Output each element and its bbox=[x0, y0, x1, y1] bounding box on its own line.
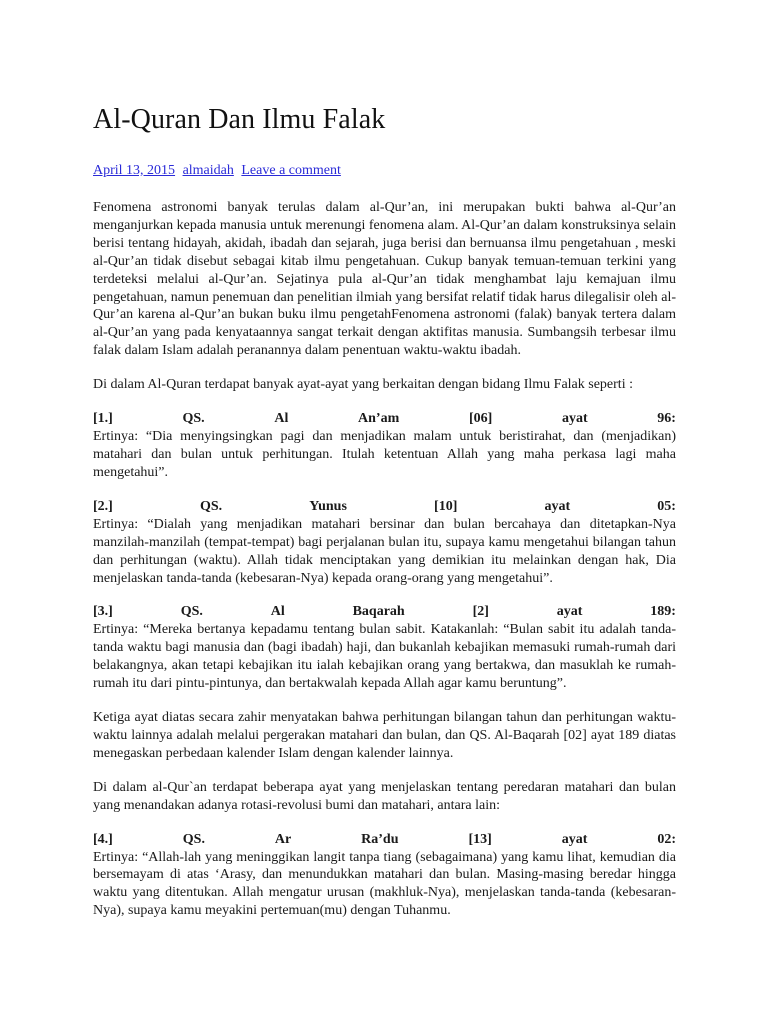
post-meta bbox=[93, 162, 676, 180]
verse-heading-word: ayat bbox=[556, 604, 583, 620]
verse-heading-word: [3.] bbox=[93, 604, 113, 620]
intro-paragraph: Fenomena astronomi banyak terulas dalam al-Qur’an, ini merupakan bukti bahwa al-Qur’an menganjurkan kepada manusia untuk merenungi fenomena alam. Al-Qur’an dalam konstruksinya selain berisi tentang hidayah, akidah, ibadah dan sejarah, juga berisi dan bernuansa ilmu pengetahuan , meski al-Qur’an tidak disebut sebagai kitab ilmu pengetahuan. Cukup banyak temuan-temuan terkini yang terdeteksi melalui al-Qur’an. Sejatinya pula al-Qur’an tidak menghambat laju kemajuan ilmu pengetahuan, namun penemuan dan penelitian ilmiah yang bersifat relatif tidak harus dilegalisir oleh al-Qur’an karena al-Qur’an bukan buku ilmu pengetahFenomena astronomi (falak) banyak tertera dalam al-Qur’an yang pada kenyataannya sangat terkait dengan aktifitas manusia. Sumbangsih terbesar ilmu falak dalam Islam adalah peranannya dalam penentuan waktu-waktu ibadah. bbox=[93, 200, 676, 359]
verse-heading-word: QS. bbox=[180, 604, 203, 620]
verse-heading-word: Al bbox=[270, 604, 285, 620]
verse-translation: Ertinya: “Mereka bertanya kepadamu tentang bulan sabit. Katakanlah: “Bulan sabit itu adalah tanda-tanda waktu bagi manusia dan (bagi ibadah) haji, dan bukanlah kebajikan memasuki rumah-rumah dari belakangnya, akan tetapi kebajikan itu ialah kebajikan orang yang bertakwa, dan masuklah ke rumah-rumah itu dari pintu-pintunya, dan bertakwalah kepada Allah agar kamu beruntung”. bbox=[93, 622, 676, 692]
verse-heading-word: 05: bbox=[657, 498, 676, 514]
verse-heading-word: Ar bbox=[274, 831, 292, 847]
verse-heading-word: QS. bbox=[199, 498, 223, 514]
verse-translation: Ertinya: “Allah-lah yang meninggikan langit tanpa tiang (sebagaimana) yang kamu lihat, kemudian dia bersemayam di atas ‘Arasy, dan menundukkan matahari dan bulan. Masing-masing beredar hingga waktu yang ditentukan. Allah mengatur urusan (makhluk-Nya), menjelaskan tanda-tanda (kebesaran-Nya), supaya kamu meyakini pertemuan(mu) dengan Tuhanmu. bbox=[93, 849, 676, 919]
verse-heading-word: 02: bbox=[657, 831, 676, 847]
verse-heading-word: [13] bbox=[468, 831, 492, 847]
verse-heading-word: [1.] bbox=[93, 411, 113, 427]
verse-translation: Ertinya: “Dialah yang menjadikan matahari bersinar dan bulan bercahaya dan ditetapkan-Nya manzilah-manzilah (tempat-tempat) bagi perjalanan bulan itu, supaya kamu mengetahui bilangan tahun dan perhitungan (waktu). Allah tidak menciptakan yang demikian itu melainkan dengan hak, Dia menjelaskan tanda-tanda (kebesaran-Nya) kepada orang-orang yang mengetahui”. bbox=[93, 516, 676, 586]
verse-translation: Ertinya: “Dia menyingsingkan pagi dan menjadikan malam untuk beristirahat, dan (menjadikan) matahari dan bulan untuk perhitungan. Itulah ketentuan Allah yang maha perkasa lagi maha mengetahui”. bbox=[93, 429, 676, 480]
verse-heading bbox=[93, 410, 676, 428]
verse-heading bbox=[93, 831, 676, 849]
explanation-paragraph: Ketiga ayat diatas secara zahir menyatakan bahwa perhitungan bilangan tahun dan perhitungan waktu-waktu lainnya adalah melalui pergerakan matahari dan bulan, dan QS. Al-Baqarah [02] ayat 189 diatas menegaskan perbedaan kalender Islam dengan kalender lainnya. bbox=[93, 710, 676, 761]
verse-heading-word: Baqarah bbox=[352, 604, 405, 620]
verses-intro-paragraph: Di dalam Al-Quran terdapat banyak ayat-ayat yang berkaitan dengan bidang Ilmu Falak seperti : bbox=[93, 377, 633, 393]
verse-heading-word: Yunus bbox=[309, 498, 347, 514]
verse-heading-word: Al bbox=[274, 411, 289, 427]
article bbox=[93, 100, 676, 936]
verse-list-1 bbox=[93, 410, 676, 693]
verse-block bbox=[93, 410, 676, 482]
verse-heading-word: [2] bbox=[472, 604, 489, 620]
author-link[interactable]: almaidah bbox=[182, 163, 234, 178]
verse-block bbox=[93, 498, 676, 588]
verse-heading-word: 189: bbox=[650, 604, 676, 620]
verse-heading-word: QS. bbox=[182, 411, 205, 427]
verse-heading-word: An’am bbox=[358, 411, 400, 427]
verse-heading-word: [4.] bbox=[93, 831, 113, 847]
verse-heading-word: ayat bbox=[561, 411, 588, 427]
leave-comment-link[interactable]: Leave a comment bbox=[241, 163, 341, 178]
verse-heading bbox=[93, 603, 676, 621]
verse-heading-word: ayat bbox=[561, 831, 588, 847]
post-date-link[interactable]: April 13, 2015 bbox=[93, 163, 176, 178]
verse-heading-word: [06] bbox=[468, 411, 493, 427]
verse-heading-word: ayat bbox=[544, 498, 571, 514]
rotation-intro-paragraph: Di dalam al-Qur`an terdapat beberapa ayat yang menjelaskan tentang peredaran matahari dan bulan yang menandakan adanya rotasi-revolusi bumi dan matahari, antara lain: bbox=[93, 779, 676, 813]
verse-block bbox=[93, 603, 676, 693]
post-title: Al-Quran Dan Ilmu Falak bbox=[93, 104, 386, 135]
verse-heading-word: [10] bbox=[434, 498, 458, 514]
verse-block bbox=[93, 831, 676, 921]
verse-heading bbox=[93, 498, 676, 516]
verse-list-2 bbox=[93, 831, 676, 921]
verse-heading-word: QS. bbox=[182, 831, 205, 847]
verse-heading-word: 96: bbox=[657, 411, 676, 427]
verse-heading-word: Ra’du bbox=[361, 831, 399, 847]
verse-heading-word: [2.] bbox=[93, 498, 113, 514]
